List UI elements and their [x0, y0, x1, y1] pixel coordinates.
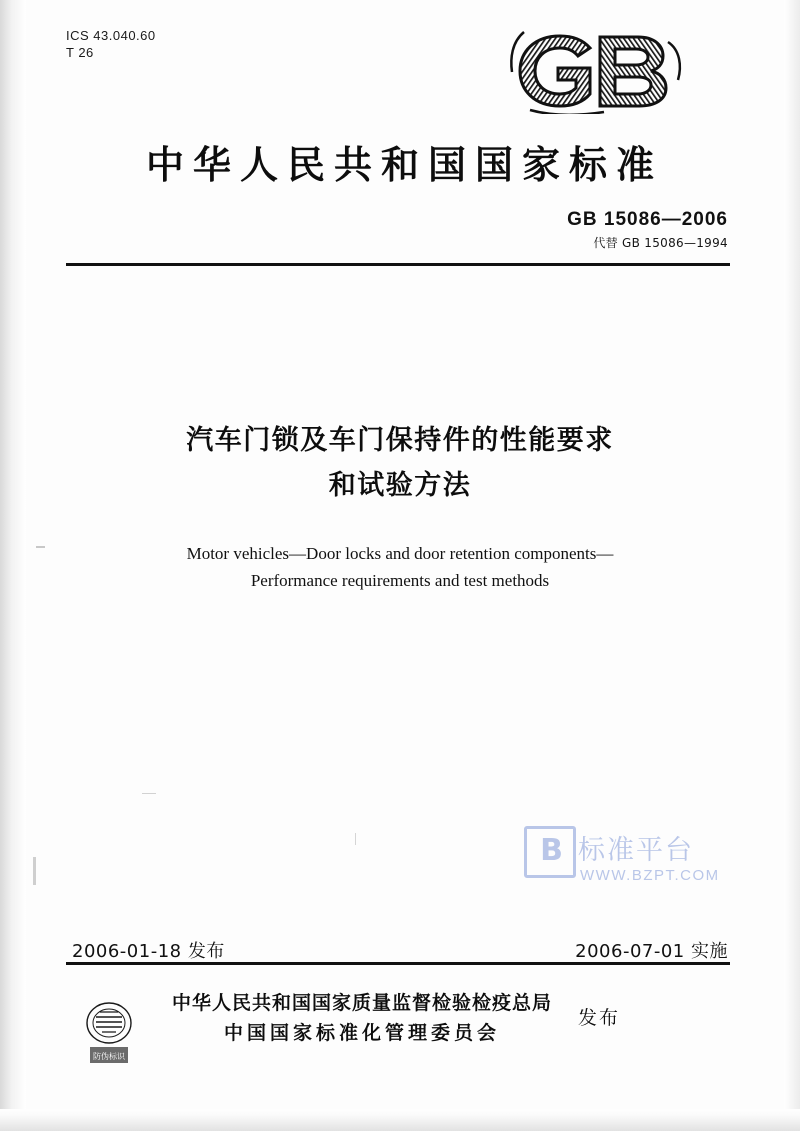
scan-edge-bottom	[0, 1109, 800, 1131]
national-standard-heading: 中华人民共和国国家标准	[145, 143, 663, 187]
header-divider-rule	[66, 263, 730, 266]
scan-artifact	[355, 833, 356, 845]
scan-artifact	[36, 546, 45, 548]
ics-code: ICS 43.040.60	[66, 28, 156, 43]
watermark-url: WWW.BZPT.COM	[580, 867, 720, 884]
document-title-en-line1: Motor vehicles—Door locks and door retention components—	[186, 544, 614, 563]
scan-artifact	[33, 857, 36, 885]
ics-classification-block	[66, 27, 156, 61]
issuing-authority-line1: 中华人民共和国国家质量监督检验检疫总局	[171, 992, 552, 1014]
watermark	[524, 826, 754, 894]
watermark-text: 标准平台	[578, 835, 694, 866]
document-title-cn-line2: 和试验方法	[328, 470, 472, 501]
document-title-cn-line1: 汽车门锁及车门保持件的性能要求	[186, 425, 614, 456]
issue-date: 2006-01-18 发布	[72, 941, 225, 962]
document-title-en	[0, 540, 800, 594]
watermark-logo-icon: B	[524, 826, 576, 878]
scan-artifact	[142, 793, 156, 794]
svg-text:防伪标识: 防伪标识	[93, 1052, 125, 1061]
document-title-en-line2: Performance requirements and test methods	[250, 571, 550, 590]
standard-replaces: 代替 GB 15086—1994	[593, 236, 728, 250]
document-title-cn	[0, 418, 800, 508]
effective-date: 2006-07-01 实施	[575, 941, 728, 962]
anti-counterfeit-seal-icon	[78, 995, 140, 1067]
ccs-code: T 26	[66, 45, 94, 60]
issue-label: 发布	[578, 1007, 621, 1029]
issuing-authority-line2: 中国国家标准化管理委员会	[223, 1022, 500, 1044]
issuing-authority	[152, 988, 572, 1048]
standard-number: GB 15086—2006	[567, 209, 728, 230]
gb-emblem-logo	[508, 28, 688, 114]
footer-divider-rule	[66, 962, 730, 965]
